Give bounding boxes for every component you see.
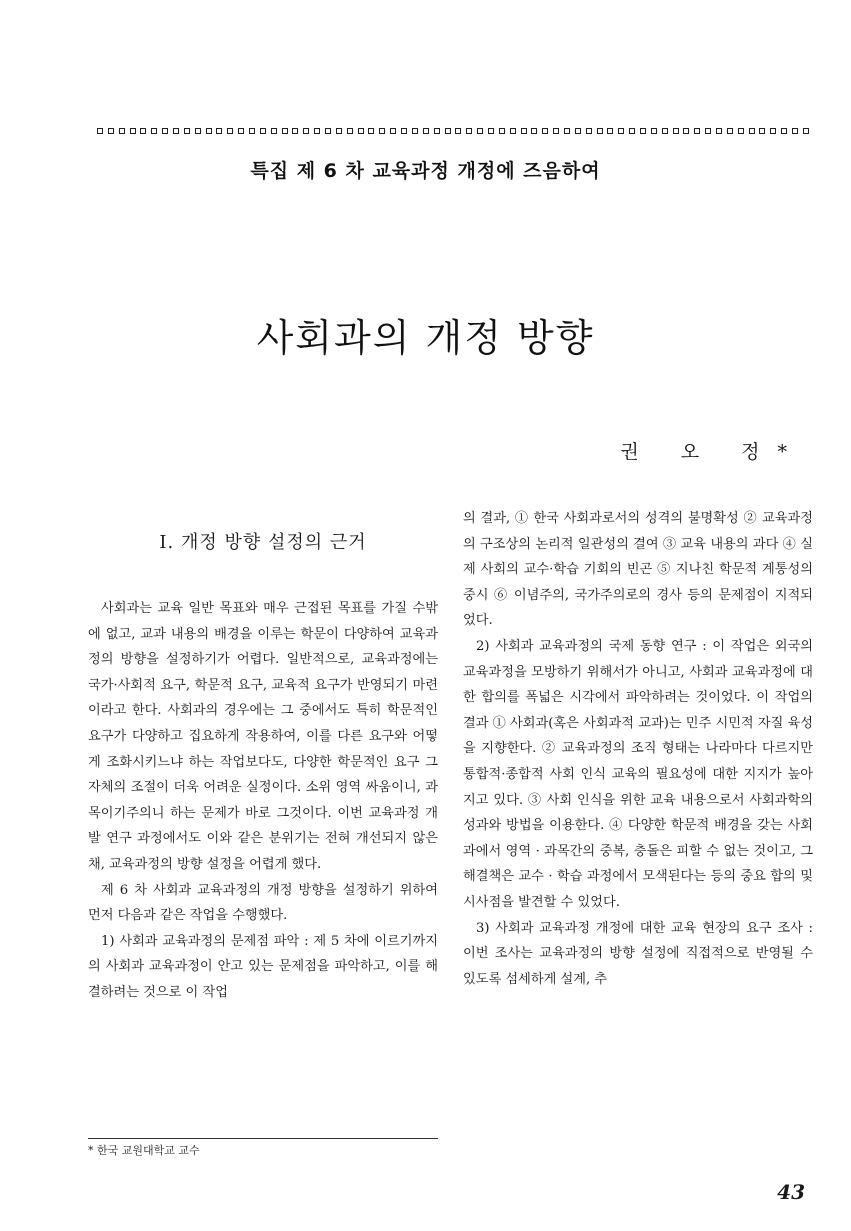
- border-dot: [401, 128, 407, 134]
- border-dot: [97, 128, 103, 134]
- border-dot: [282, 128, 288, 134]
- border-dot: [770, 128, 776, 134]
- border-dot: [292, 128, 298, 134]
- border-dot: [347, 128, 353, 134]
- border-dot: [162, 128, 168, 134]
- border-dot: [184, 128, 190, 134]
- border-dot: [358, 128, 364, 134]
- border-dot: [466, 128, 472, 134]
- border-dot: [607, 128, 613, 134]
- border-dot: [597, 128, 603, 134]
- page-number: 43: [777, 1180, 805, 1204]
- border-dot: [542, 128, 548, 134]
- border-dot: [390, 128, 396, 134]
- border-dot: [206, 128, 212, 134]
- border-dot: [640, 128, 646, 134]
- border-dot: [412, 128, 418, 134]
- decorative-dot-border: [97, 126, 809, 136]
- border-dot: [564, 128, 570, 134]
- border-dot: [759, 128, 765, 134]
- body-paragraph: 2) 사회과 교육과정의 국제 동향 연구 : 이 작업은 외국의 교육과정을 모방하기 위해서가 아니고, 사회과 교육과정에 대한 합의를 폭넓은 시각에서 파악하려는 것이었다. 이 작업의 결과 ① 사회과(혹은 사회과적 교과)는 민주 시민적 자질 육성을 지향한다. ② 교육과정의 조직 형태는 나라마다 다르지만 통합적·종합적 사회 인식 교육의 필요성에 대한 지지가 높아지고 있다. ③ 사회 인식을 위한 교육 내용으로서 사회과학의 성과와 방법을 이용한다. ④ 다양한 학문적 배경을 갖는 사회과에서 영역 · 과목간의 중복, 충돌은 피할 수 없는 것이고, 그 해결책은 교수 · 학습 과정에서 모색된다는 등의 중요 합의 및 시사점을 발견할 수 있었다.: [463, 638, 814, 910]
- border-dot: [130, 128, 136, 134]
- special-issue-subtitle: 특집 제 6 차 교육과정 개정에 즈음하여: [250, 160, 601, 182]
- border-dot: [151, 128, 157, 134]
- border-dot: [455, 128, 461, 134]
- article-title: 사회과의 개정 방향: [256, 316, 595, 361]
- border-dot: [683, 128, 689, 134]
- border-dot: [673, 128, 679, 134]
- border-dot: [694, 128, 700, 134]
- border-dot: [368, 128, 374, 134]
- border-dot: [227, 128, 233, 134]
- border-dot: [738, 128, 744, 134]
- border-dot: [792, 128, 798, 134]
- border-dot: [238, 128, 244, 134]
- border-dot: [662, 128, 668, 134]
- body-paragraph: 사회과는 교육 일반 목표와 매우 근접된 목표를 가질 수밖에 없고, 교과 내용의 배경을 이루는 학문이 다양하여 교육과정의 방향을 설정하기가 어렵다. 일반적으로, 교육과정에는 국가·사회적 요구, 학문적 요구, 교육적 요구가 반영되기 마련이라고 한다. 사회과의 경우에는 그 중에서도 특히 학문적인 요구가 다양하고 집요하게 작용하여, 이를 다른 요구와 어떻게 조화시키느냐 하는 작업보다도, 다양한 학문적인 요구 그 자체의 조절이 더욱 어려운 실정이다. 소위 영역 싸움이니, 과목이기주의니 하는 문제가 바로 그것이다. 이번 교육과정 개발 연구 과정에서도 이와 같은 분위기는 전혀 개선되지 않은 채, 교육과정의 방향 설정을 어렵게 했다.: [88, 601, 438, 872]
- border-dot: [716, 128, 722, 134]
- author-name: 권 오 정*: [620, 441, 805, 463]
- border-dot: [314, 128, 320, 134]
- border-dot: [195, 128, 201, 134]
- border-dot: [325, 128, 331, 134]
- border-dot: [260, 128, 266, 134]
- border-dot: [510, 128, 516, 134]
- body-paragraph: 1) 사회과 교육과정의 문제점 파악 : 제 5 차에 이르기까지의 사회과 교육과정이 안고 있는 문제점을 파악하고, 이를 해결하려는 것으로 이 작업: [88, 933, 438, 1000]
- border-dot: [499, 128, 505, 134]
- border-dot: [303, 128, 309, 134]
- right-column: [463, 506, 813, 992]
- border-dot: [651, 128, 657, 134]
- border-dot: [531, 128, 537, 134]
- border-dot: [271, 128, 277, 134]
- border-dot: [488, 128, 494, 134]
- border-dot: [445, 128, 451, 134]
- border-dot: [586, 128, 592, 134]
- border-dot: [423, 128, 429, 134]
- border-dot: [249, 128, 255, 134]
- border-dot: [521, 128, 527, 134]
- footnote: * 한국 교원대학교 교수: [88, 1144, 200, 1157]
- border-dot: [629, 128, 635, 134]
- footnote-divider: [88, 1138, 438, 1139]
- border-dot: [781, 128, 787, 134]
- border-dot: [553, 128, 559, 134]
- border-dot: [173, 128, 179, 134]
- border-dot: [434, 128, 440, 134]
- border-dot: [108, 128, 114, 134]
- border-dot: [216, 128, 222, 134]
- body-paragraph: 의 결과, ① 한국 사회과로서의 성격의 불명확성 ② 교육과정의 구조상의 논리적 일관성의 결여 ③ 교육 내용의 과다 ④ 실제 사회의 교수·학습 기회의 빈곤 ⑤ 지나친 학문적 계통성의 중시 ⑥ 이념주의, 국가주의로의 경사 등의 문제점이 지적되었다.: [463, 511, 813, 629]
- border-dot: [336, 128, 342, 134]
- left-column: [88, 530, 438, 1006]
- border-dot: [575, 128, 581, 134]
- section-heading: I. 개정 방향 설정의 근거: [159, 532, 367, 553]
- border-dot: [618, 128, 624, 134]
- border-dot: [379, 128, 385, 134]
- border-dot: [140, 128, 146, 134]
- border-dot: [749, 128, 755, 134]
- border-dot: [477, 128, 483, 134]
- body-paragraph: 3) 사회과 교육과정 개정에 대한 교육 현장의 요구 조사 : 이번 조사는 교육과정의 방향 설정에 직접적으로 반영될 수 있도록 섬세하게 설계, 추: [463, 920, 813, 987]
- border-dot: [705, 128, 711, 134]
- body-paragraph: 제 6 차 사회과 교육과정의 개정 방향을 설정하기 위하여 먼저 다음과 같은 작업을 수행했다.: [88, 882, 438, 924]
- border-dot: [119, 128, 125, 134]
- border-dot: [727, 128, 733, 134]
- border-dot: [803, 128, 809, 134]
